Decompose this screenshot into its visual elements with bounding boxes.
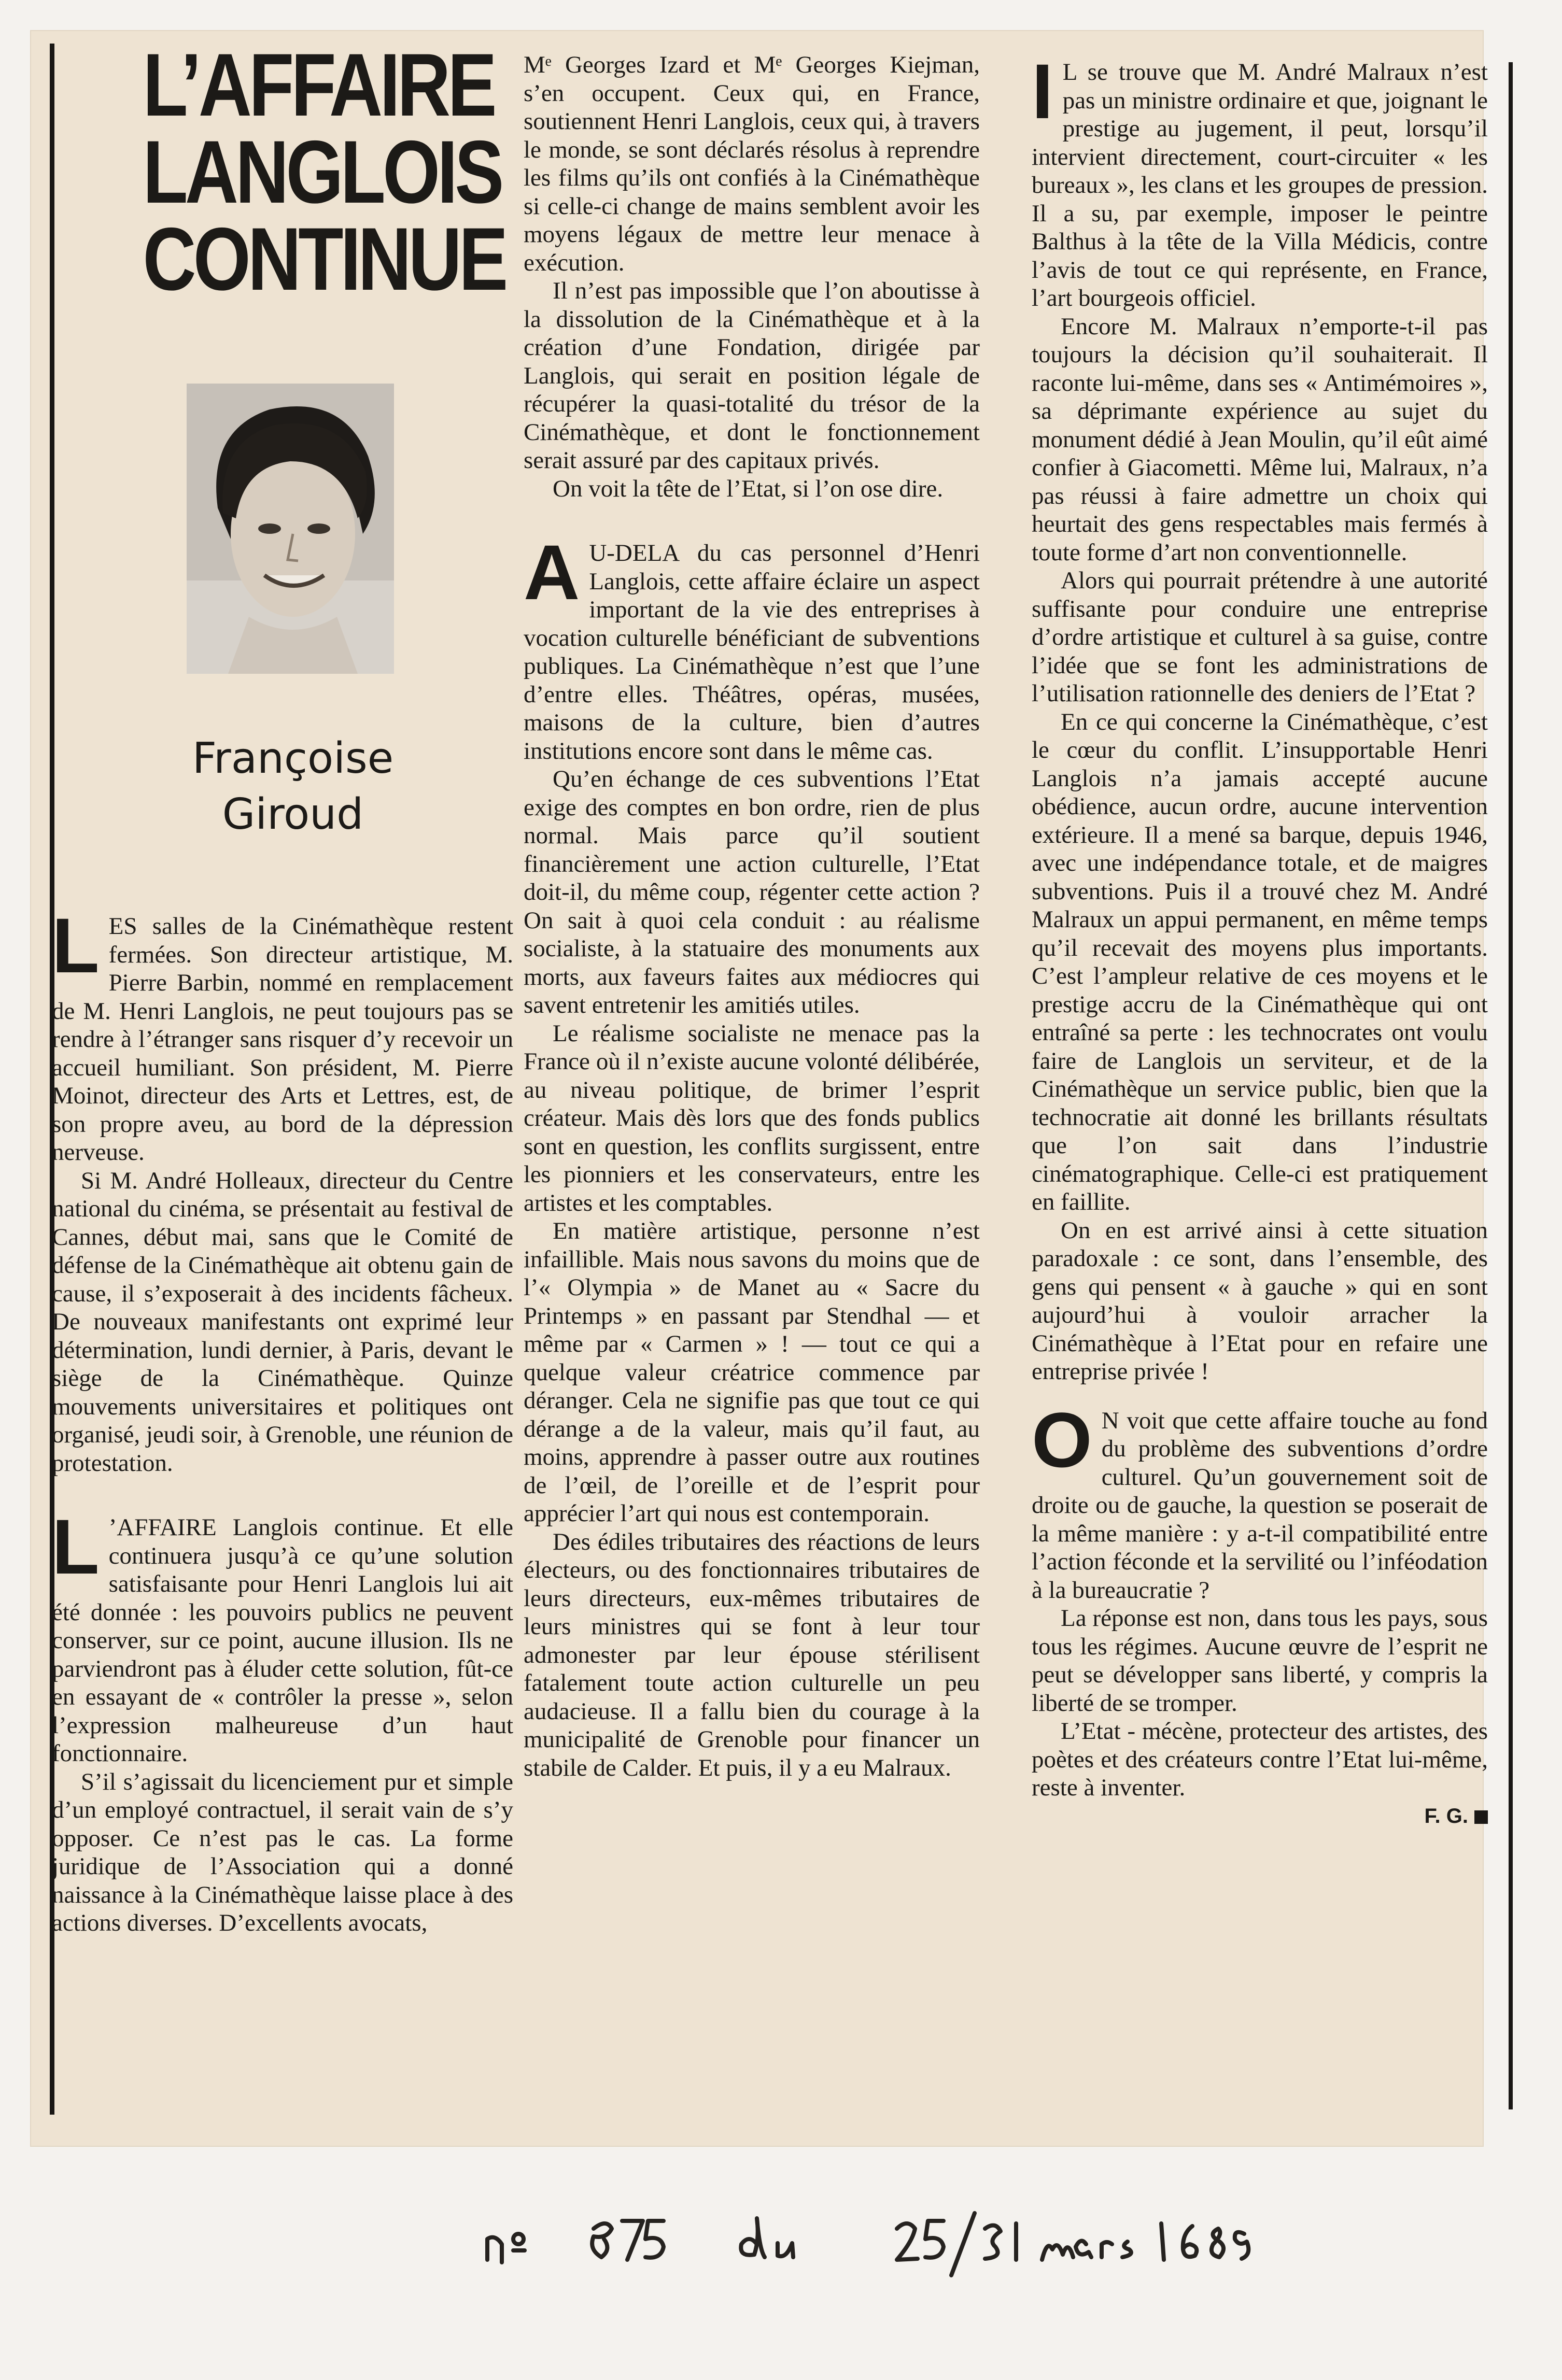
author-last-name: Giroud [222, 790, 364, 839]
paragraph-text: ’AFFAIRE Langlois continue. Et elle continuera jusqu’à ce qu’une solution satisfaisante pour Henri Langlois lui ait été donnée : les pouvoirs publics ne peuvent conserver, sur ce point, aucune illusion. Ils ne parviendront pas à éluder cette solution, fût-ce en essayant de « contrôler la presse », selon l’expression malheureuse d’un haut fonctionnaire. [52, 1514, 513, 1767]
paragraph: En matière artistique, personne n’est infaillible. Mais nous savons du moins que de l’« Olympia » de Manet au « Sacre du Printemps » en passant par Stendhal — et même par « Carmen » ! — tout ce qui a quelque valeur créatrice commence par déranger. Cela ne signifie pas que tout ce qui dérange a de la valeur, mais qu’il faut, au moins, apprendre à passer outre aux routines de l’œil, de l’oreille et de l’esprit pour apprécier l’art qui nous est contemporain. [524, 1217, 980, 1527]
paragraph: Des édiles tributaires des réactions de leurs électeurs, ou des fonctionnaires tributaires de leurs directeurs, eux-mêmes tributaires de leurs ministres qui se font à leur tour admonester par leur épouse stérilisent fatalement toute action culturelle un peu audacieuse. Il a fallu bien du courage à la municipalité de Grenoble pour financer un stabile de Calder. Et puis, il y a eu Malraux. [524, 1528, 980, 1781]
paragraph: S’il s’agissait du licenciement pur et simple d’un employé contractuel, il serait vain de s’y opposer. Ce n’est pas le cas. La forme juridique de l’Association qui a donné naissance à la Cinémathèque laisse place à des actions diverses. D’excellents avocats, [52, 1768, 513, 1936]
paragraph: Qu’en échange de ces subventions l’Etat exige des comptes en bon ordre, rien de plus normal. Mais parce qu’il soutient financièrement une action culturelle, l’Etat doit-il, du même coup, régenter cette action ? On sait à quoi cela conduit : au réalisme socialiste, à la statuaire des monuments aux morts, aux faveurs faites aux médiocres qui savent entretenir les amitiés utiles. [524, 766, 980, 1018]
newspaper-clipping [31, 31, 1488, 2146]
paragraph [52, 902, 513, 1167]
paragraph: Si M. André Holleaux, directeur du Centre national du cinéma, se présentait au festival de Cannes, début mai, sans que le Comité de défense de la Cinémathèque ait obtenu gain de cause, il s’exposerait à des incidents fâcheux. De nouveaux manifestants ont exprimé leur détermination, lundi dernier, à Paris, devant le siège de la Cinémathèque. Quinze mouvements universitaires et politiques ont organisé, jeudi soir, à Grenoble, une réunion de protestation. [52, 1167, 513, 1477]
drop-cap: I [1032, 48, 1053, 135]
paragraph [1032, 48, 1488, 313]
paragraph: En ce qui concerne la Cinémathèque, c’est le cœur du conflit. L’insupportable Henri Langlois n’a jamais accepté aucune obédience, aucun ordre, aucune intervention extérieure. Il a mené sa barque, depuis 1946, avec une indépendance totale, et de maigres subventions. Puis il a trouvé chez M. André Malraux un appui permanent, en même temps qu’il recevait des moyens plus importants. C’est l’ampleur relative de ces moyens et le prestige accru de la Cinémathèque qui ont entraîné sa perte : les technocrates ont voulu faire de Langlois un serviteur, et de la Cinémathèque un service public, bien que la technocratie ait donné les brillants résultats que l’on sait dans l’industrie cinématographique. Celle-ci est pratiquement en faillite. [1032, 708, 1488, 1215]
headline [143, 35, 505, 309]
drop-cap: L [52, 1503, 100, 1590]
author-first-name: Françoise [192, 734, 394, 783]
portrait-image [187, 384, 394, 674]
paragraph: On voit la tête de l’Etat, si l’on ose dire. [553, 475, 944, 502]
paragraph-text: L se trouve que M. André Malraux n’est pas un ministre ordinaire et que, joignant le prestige au jugement, il peut, lorsqu’il intervient directement, court-circuiter « les bureaux », les clans et les groupes de pression. Il a su, par exemple, imposer le peintre Balthus à la tête de la Villa Médicis, contre l’avis de tout ce qui représente, en France, l’art bourgeois officiel. [1032, 59, 1488, 311]
drop-cap: L [52, 902, 100, 989]
paragraph-text: ES salles de la Cinémathèque restent fermées. Son directeur artistique, M. Pierre Barbin, nommé en remplacement de M. Henri Langlois, ne peut toujours pas se rendre à l’étranger sans risquer d’y recevoir un accueil humiliant. Son président, M. Pierre Moinot, directeur des Arts et Lettres, est, de son propre aveu, au bord de la dépression nerveuse. [52, 913, 513, 1166]
headline-line: L’AFFAIRE [143, 35, 494, 135]
paragraph: L’Etat - mécène, protecteur des artistes, des poètes et des créateurs contre l’Etat lui-même, reste à inventer. [1032, 1718, 1488, 1801]
paragraph-text: U-DELA du cas personnel d’Henri Langlois, cette affaire éclaire un aspect important de la vie des entreprises à vocation culturelle bénéficiant de subventions publiques. La Cinémathèque n’est que l’une d’entre elles. Théâtres, opéras, musées, maisons de la culture, bien d’autres institutions encore sont dans le même cas. [524, 540, 980, 764]
signature-initials: F. G. [1424, 1804, 1468, 1828]
right-column-rule [1509, 62, 1513, 2109]
paragraph: La réponse est non, dans tous les pays, sous tous les régimes. Aucune œuvre de l’esprit ne peut se développer sans liberté, y compris la liberté de se tromper. [1032, 1605, 1488, 1717]
headline-line: CONTINUE [143, 209, 505, 309]
paragraph-text: N voit que cette affaire touche au fond du problème des subventions d’ordre culturel. Qu’un gouvernement soit de droite ou de gauche, la question se poserait de la même manière : y a-t-il compatibilité entre l’action féconde et la servilité ou l’inféodation à la bureaucratie ? [1032, 1407, 1488, 1604]
paragraph: Le réalisme socialiste ne menace pas la France où il n’existe aucune volonté délibérée, au niveau politique, de brimer l’esprit créateur. Mais dès lors que des fonds publics sont en question, les conflits surgissent, entre les pionniers et les conservateurs, entre les artistes et les comptables. [524, 1019, 980, 1216]
article-column-1 [52, 902, 513, 1937]
paragraph: On en est arrivé ainsi à cette situation paradoxale : ce sont, dans l’ensemble, des gens qui pensent « à gauche » qui en sont aujourd’hui à vouloir arracher la Cinémathèque à l’Etat pour en refaire une entreprise privée ! [1032, 1216, 1488, 1385]
handwriting-image [467, 2198, 1400, 2291]
author-name [187, 731, 399, 843]
paragraph: Encore M. Malraux n’emporte-t-il pas toujours la décision qu’il souhaiterait. Il raconte lui-même, dans ses « Antimémoires », sa déprimante expérience au sujet du monument dédié à Jean Moulin, qu’il eût aimé confier à Giacometti. Même lui, Malraux, n’a pas réussi à faire admettre un choix qui heurtait des gens respectables mais fermés à toute forme d’art non conventionnelle. [1032, 313, 1488, 566]
drop-cap: A [524, 529, 580, 616]
handwritten-issue-note [467, 2198, 1400, 2291]
drop-cap: O [1032, 1396, 1092, 1483]
article-column-2 [524, 51, 980, 1782]
end-mark-icon [1474, 1810, 1488, 1824]
author-signature [1032, 1802, 1488, 1831]
paragraph [1032, 1396, 1488, 1605]
author-portrait [187, 384, 394, 674]
paragraph: Il n’est pas impossible que l’on aboutisse à la dissolution de la Cinémathèque et à la création d’une Fondation, dirigée par Langlois, qui serait en position légale de récupérer la quasi-totalité du trésor de la Cinémathèque, et dont le fonctionnement serait assuré par des capitaux privés. [524, 277, 980, 474]
article-column-3 [1032, 48, 1488, 1830]
paragraph [52, 1503, 513, 1768]
headline-line: LANGLOIS [143, 122, 501, 222]
paragraph: Mᵉ Georges Izard et Mᵉ Georges Kiejman, s’en occupent. Ceux qui, en France, soutiennent Henri Langlois, ceux qui, à travers le monde, se sont déclarés résolus à reprendre les films qu’ils ont confiés à la Cinémathèque si celle-ci change de mains semblent avoir les moyens légaux de mettre leur menace à exécution. [524, 51, 980, 276]
paragraph: Alors qui pourrait prétendre à une autorité suffisante pour conduire une entreprise d’ordre artistique et culturel à sa guise, contre l’idée que se font les administrations de l’utilisation rationnelle des deniers de l’Etat ? [1032, 567, 1488, 707]
paragraph [524, 529, 980, 765]
